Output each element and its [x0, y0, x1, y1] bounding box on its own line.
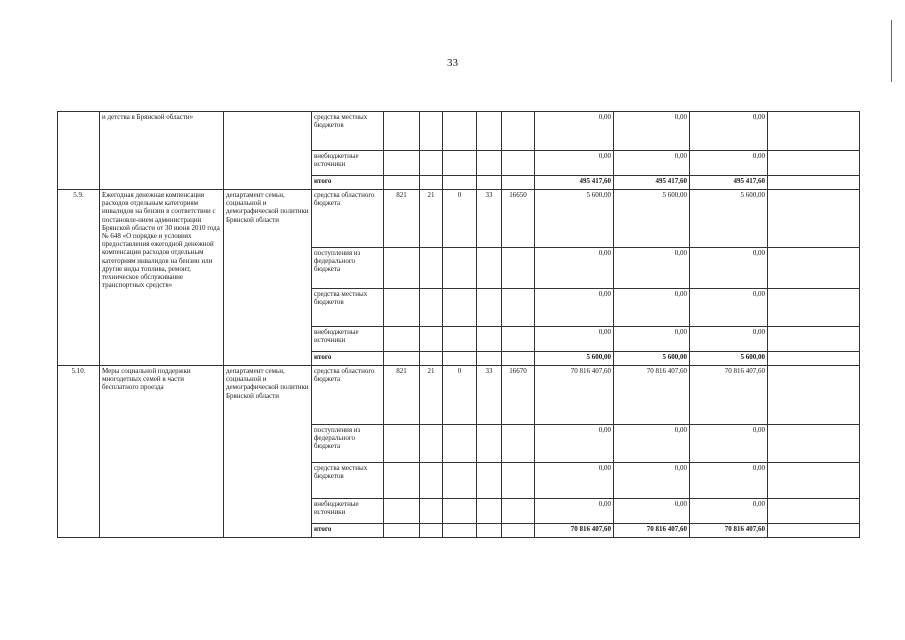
code-cell: 0 — [443, 190, 477, 248]
code-cell: 821 — [384, 190, 420, 248]
amount-cell: 0,00 — [535, 248, 614, 289]
source-label: поступления из федерального бюджета — [312, 425, 384, 463]
amount-cell: 70 816 407,60 — [535, 366, 614, 425]
item-number-cell — [58, 112, 100, 190]
amount-cell: 70 816 407,60 — [614, 366, 690, 425]
item-name-cell: Меры социальной поддержки многодетных семей в части бесплатного проезда — [100, 366, 224, 538]
amount-cell: 0,00 — [690, 248, 768, 289]
amount-cell: 0,00 — [690, 112, 768, 151]
source-label: средства местных бюджетов — [312, 463, 384, 499]
amount-cell: 0,00 — [614, 112, 690, 151]
total-amount: 5 600,00 — [535, 352, 614, 366]
executor-cell: департамент семьи, социальной и демографической политики Брянской области — [224, 366, 312, 538]
amount-cell: 0,00 — [690, 425, 768, 463]
total-amount: 5 600,00 — [690, 352, 768, 366]
table-row — [58, 366, 860, 425]
amount-cell: 0,00 — [614, 248, 690, 289]
code-cell: 0 — [443, 366, 477, 425]
amount-cell: 0,00 — [690, 499, 768, 524]
amount-cell: 5 600,00 — [535, 190, 614, 248]
total-label: итого — [312, 524, 384, 538]
source-label: средства областного бюджета — [312, 190, 384, 248]
item-name-cell: Ежегодная денежная компенсация расходов отдельным категориям инвалидов на бензин в соответствии с постановле-нием администрации Брянской области от 30 июня 2010 года № 648 «О порядке и условиях предоставления ежегодной денежной компенсации расходов отдельным категориям инвалидов на бензин или другие виды топлива, ремонт, техническое обслуживание транспортных средств» — [100, 190, 224, 366]
amount-cell: 0,00 — [535, 499, 614, 524]
amount-cell: 0,00 — [690, 327, 768, 352]
amount-cell: 70 816 407,60 — [690, 366, 768, 425]
amount-cell: 5 600,00 — [690, 190, 768, 248]
total-amount: 70 816 407,60 — [535, 524, 614, 538]
amount-cell: 0,00 — [535, 151, 614, 176]
total-label: итого — [312, 352, 384, 366]
code-cell: 16670 — [502, 366, 535, 425]
table-row — [58, 112, 860, 151]
code-cell: 21 — [420, 190, 443, 248]
amount-cell: 0,00 — [614, 289, 690, 327]
amount-cell: 0,00 — [614, 499, 690, 524]
amount-cell: 0,00 — [614, 425, 690, 463]
item-number-cell: 5.9. — [58, 190, 100, 366]
total-amount: 495 417,60 — [614, 176, 690, 190]
item-number-cell: 5.10. — [58, 366, 100, 538]
source-label: средства областного бюджета — [312, 366, 384, 425]
total-amount: 70 816 407,60 — [690, 524, 768, 538]
source-label: средства местных бюджетов — [312, 289, 384, 327]
margin-rule — [891, 20, 892, 82]
amount-cell: 0,00 — [535, 463, 614, 499]
source-label: внебюджетные источники — [312, 151, 384, 176]
amount-cell: 0,00 — [614, 463, 690, 499]
executor-cell — [224, 112, 312, 190]
amount-cell: 0,00 — [535, 425, 614, 463]
total-amount: 495 417,60 — [535, 176, 614, 190]
source-label: поступления из федерального бюджета — [312, 248, 384, 289]
amount-cell: 0,00 — [690, 463, 768, 499]
total-amount: 495 417,60 — [690, 176, 768, 190]
total-label: итого — [312, 176, 384, 190]
source-label: внебюджетные источники — [312, 327, 384, 352]
code-cell: 33 — [477, 366, 502, 425]
page-number: 33 — [447, 57, 458, 69]
code-cell: 21 — [420, 366, 443, 425]
amount-cell: 0,00 — [614, 327, 690, 352]
amount-cell: 0,00 — [690, 151, 768, 176]
item-name-cell: и детства в Брянской области» — [100, 112, 224, 190]
amount-cell: 0,00 — [690, 289, 768, 327]
amount-cell: 0,00 — [614, 151, 690, 176]
amount-cell: 0,00 — [535, 112, 614, 151]
amount-cell: 5 600,00 — [614, 190, 690, 248]
total-amount: 70 816 407,60 — [614, 524, 690, 538]
total-amount: 5 600,00 — [614, 352, 690, 366]
amount-cell: 0,00 — [535, 327, 614, 352]
funding-table — [57, 111, 860, 538]
executor-cell: департамент семьи, социальной и демографической политики Брянской области — [224, 190, 312, 366]
code-cell: 16650 — [502, 190, 535, 248]
code-cell: 821 — [384, 366, 420, 425]
amount-cell: 0,00 — [535, 289, 614, 327]
source-label: внебюджетные источники — [312, 499, 384, 524]
source-label: средства местных бюджетов — [312, 112, 384, 151]
code-cell: 33 — [477, 190, 502, 248]
table-row — [58, 190, 860, 248]
